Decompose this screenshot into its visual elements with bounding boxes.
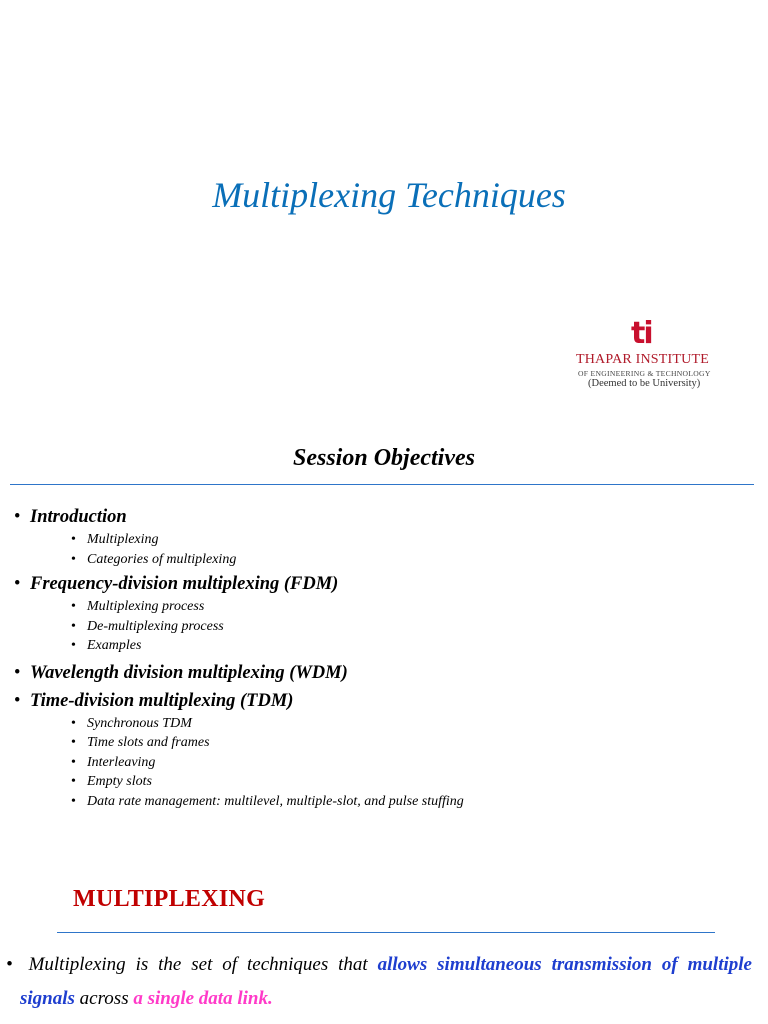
topic-fdm: • Frequency-division multiplexing (FDM) (14, 572, 754, 597)
definition-word: that (338, 954, 368, 975)
slide-title: Multiplexing Techniques (212, 175, 566, 215)
divider (57, 932, 715, 933)
objectives-list (14, 505, 754, 811)
highlight-word: of (661, 954, 678, 975)
subtopic-item: • De-multiplexing process (14, 617, 754, 637)
highlight-word: simultaneous (437, 954, 542, 975)
subtopic-item: • Data rate management: multilevel, multiple-slot, and pulse stuffing (14, 792, 754, 812)
definition-word: of (222, 954, 238, 975)
highlight-word: transmission (551, 954, 652, 975)
subtopic-item: • Time slots and frames (14, 733, 754, 753)
definition-word: techniques (246, 954, 329, 975)
definition-word: set (191, 954, 213, 975)
highlight-signals: signals (20, 988, 75, 1009)
divider (10, 484, 754, 485)
highlight-word: allows (377, 954, 428, 975)
subtopic-item: • Multiplexing process (14, 597, 754, 617)
subtopic-item: • Empty slots (14, 772, 754, 792)
logo-name: THAPAR INSTITUTE (576, 352, 709, 367)
subtopic-item: • Multiplexing (14, 530, 754, 550)
logo-note: (Deemed to be University) (588, 378, 701, 389)
definition-line-2 (6, 982, 752, 1016)
subtopic-item: • Examples (14, 636, 754, 656)
bullet: • (6, 954, 13, 975)
section-heading: MULTIPLEXING (73, 886, 266, 912)
topic-introduction: • Introduction (14, 505, 754, 530)
topic-tdm: • Time-division multiplexing (TDM) (14, 689, 754, 714)
highlight-word: multiple (687, 954, 752, 975)
definition-paragraph (6, 948, 752, 1016)
institute-logo (574, 318, 714, 392)
definition-line-1 (6, 948, 752, 982)
subtopic-item: • Interleaving (14, 753, 754, 773)
definition-word: Multiplexing (28, 954, 126, 975)
logo-subtitle: OF ENGINEERING & TECHNOLOGY (578, 369, 711, 378)
definition-word: is (135, 954, 149, 975)
definition-text: across (74, 988, 134, 1009)
logo-mark: ti (631, 316, 652, 351)
subtopic-item: • Categories of multiplexing (14, 550, 754, 570)
definition-word: the (158, 954, 182, 975)
session-objectives-title: Session Objectives (293, 445, 475, 471)
highlight-single-data-link: a single data link. (133, 988, 273, 1009)
subtopic-item: • Synchronous TDM (14, 714, 754, 734)
topic-wdm: • Wavelength division multiplexing (WDM) (14, 661, 754, 686)
